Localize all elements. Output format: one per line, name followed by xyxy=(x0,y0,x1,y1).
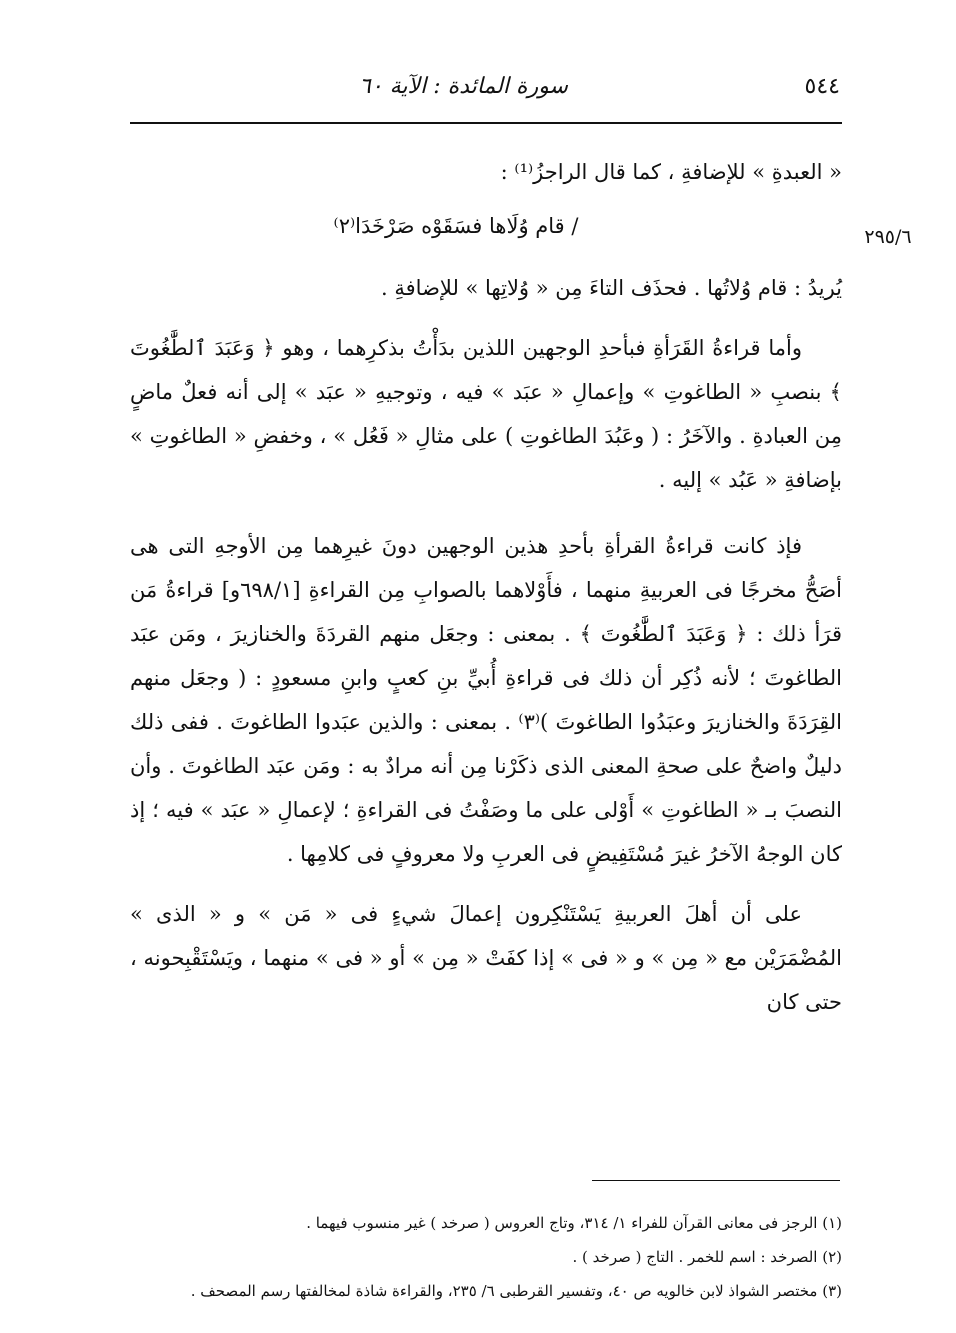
footnote-3: (٣) مختصر الشواذ لابن خالويه ص ٤٠، وتفسير القرطبى ٦/ ٢٣٥، والقراءة شاذة لمخالفتها رسم المصحف . xyxy=(190,1282,842,1300)
paragraph-1: « العبدةِ » للإضافةِ ، كما قال الراجزُ⁽¹⁾ : xyxy=(500,160,842,184)
page-number: ٥٤٤ xyxy=(804,74,840,99)
poetry-verse: / قام وُلَاها فسَقَوْه صَرْخَدَا⁽٢⁾ xyxy=(333,214,579,238)
paragraph-4: فإذ كانت قراءةُ القرأةِ بأحدِ هذين الوجهين دونَ غيرِهما مِن الأوجهِ التى هى أصَحُّ مخرجًا فى العربيةِ منهما ، فأَوْلاهما بالصوابِ مِن القراءةِ [٦٩٨/١و] قراءةُ مَن قرَأ ذلك : ﴿ وَعَبَدَ ٱلطَّٰغُوتَ ﴾ . بمعنى : وجعَل منهم القردَةَ والخنازيرَ ، ومَن عبَد الطاغوتَ ؛ لأنه ذُكِر أن ذلك فى قراءةِ أُبيِّ بنِ كعبٍ وابنِ مسعودٍ : ( وجعَل منهم القِرَدَةَ والخنازيرَ وعبَدُوا الطاغوتَ )⁽٣⁾ . بمعنى : والذين عبَدوا الطاغوتَ . ففى ذلك دليلٌ واضحٌ على صحةِ المعنى الذى ذكَرْنا مِن أنه مرادٌ به : ومَن عبَد الطاغوتَ . وأن النصبَ بـ « الطاغوتِ » أَوْلى على ما وصَفْتُ فى القراءةِ ؛ لإعمالِ « عبَد » فيه ؛ إذ كان الوجهُ الآخرُ غيرَ مُسْتَفِيضٍ فى العربِ ولا معروفٍ فى كلامِها . xyxy=(130,534,842,866)
footnote-2: (٢) الصرخد : اسم للخمر . التاج ( صرخد ) . xyxy=(572,1248,842,1266)
margin-reference: ٢٩٥/٦ xyxy=(864,226,912,248)
footnote-1: (١) الرجز فى معانى القرآن للفراء ١/ ٣١٤، وتاج العروس ( صرخد ) غير منسوب فيهما . xyxy=(306,1214,842,1232)
main-text xyxy=(130,150,842,1024)
surah-title: سورة المائدة : الآية ٦٠ xyxy=(359,74,568,99)
paragraph-5: على أن أهلَ العربيةِ يَسْتَنْكِرون إعمالَ شيءٍ فى « مَن » و « الذى » المُضْمَرَيْن مع « مِن » و « فى » إذا كفَتْ « مِن » أو « فى » منهما ، ويَسْتَقْبِحونه ، حتى كان xyxy=(130,902,842,1014)
footnotes xyxy=(110,1206,842,1308)
header-rule xyxy=(130,122,842,124)
running-header xyxy=(130,70,840,110)
paragraph-3: وأما قراءةُ القَرَأةِ فبأحدِ الوجهين اللذين بدَأْتُ بذكرِهما ، وهو ﴿ وَعَبَدَ ٱلطَّٰغُوتَ ﴾ بنصبِ « الطاغوتِ » وإعمالِ « عبَد » فيه ، وتوجيهِ « عبَد » إلى أنه فعلٌ ماضٍ مِن العبادةِ . والآخَرُ : ( وعَبُدَ الطاغوتِ ) على مثالِ « فَعُل » ، وخفضِ « الطاغوتِ » بإضافةِ « عَبُد » إليه . xyxy=(130,336,842,492)
footnote-rule xyxy=(592,1180,840,1181)
paragraph-2: يُريدُ : قام وُلاتُها . فحذَف التاءَ مِن « وُلاتِها » للإضافةِ . xyxy=(381,276,842,300)
